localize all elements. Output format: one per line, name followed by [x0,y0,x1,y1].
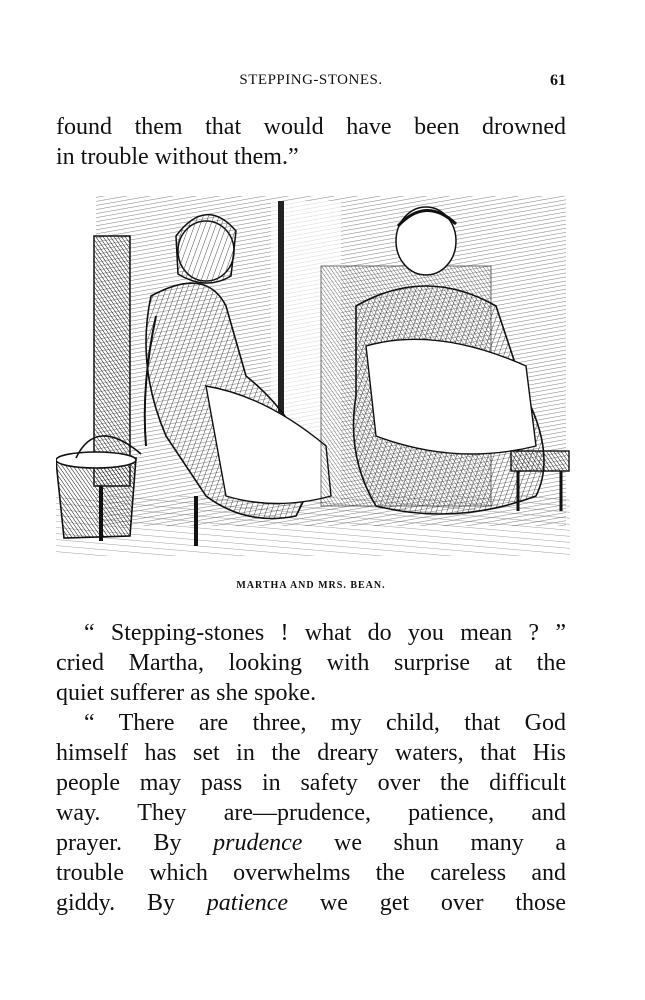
text-line [56,888,566,918]
text-line: in trouble without them.” [56,144,299,170]
italic-word: prudence [213,830,303,856]
illustration-caption: MARTHA AND MRS. BEAN. [236,580,386,591]
text-span: we shun many a [302,830,566,856]
page-number: 61 [550,72,566,89]
text-line: found them that would have been drowned [56,114,566,140]
text-line: “ Stepping-stones ! what do you mean ? ” [84,620,566,646]
text-line: quiet sufferer as she spoke. [56,680,317,706]
engraving-illustration [56,196,570,566]
running-head: STEPPING-STONES. [239,72,383,88]
text-line: trouble which overwhelms the careless and [56,860,566,886]
text-span: we get over those [288,890,566,916]
text-line: “ There are three, my child, that God [84,710,566,736]
text-span: prayer. By [56,830,214,856]
text-line: way. They are—prudence, patience, and [56,800,566,826]
text-span: giddy. By [56,890,207,916]
text-line: cried Martha, looking with surprise at the [56,650,566,676]
italic-word: patience [206,890,289,916]
page-header [56,72,566,94]
text-line [56,828,566,858]
text-line: people may pass in safety over the difficult [56,770,566,796]
text-line: himself has set in the dreary waters, that His [56,740,566,766]
